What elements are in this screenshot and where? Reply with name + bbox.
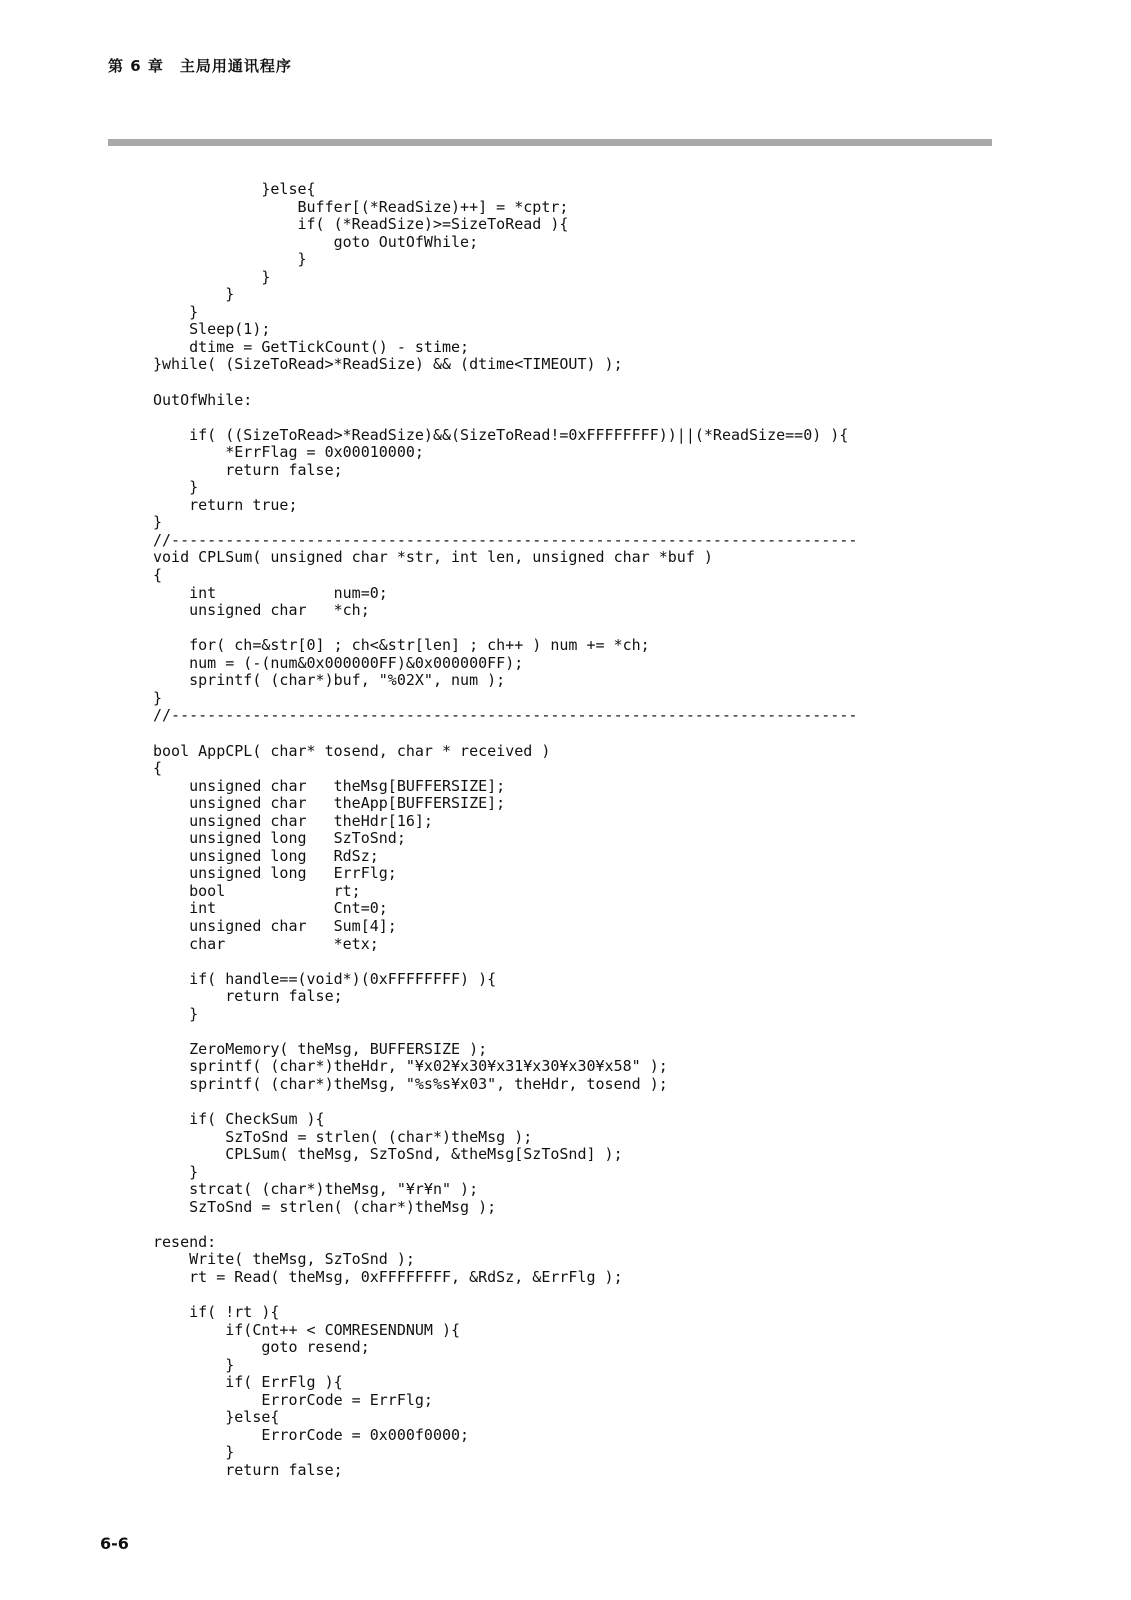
code-line: }	[153, 513, 163, 532]
code-line: unsigned char theApp[BUFFERSIZE];	[153, 794, 506, 813]
code-line	[153, 620, 857, 638]
code-line: unsigned long ErrFlg;	[153, 864, 397, 883]
code-line: bool AppCPL( char* tosend, char * received )	[153, 741, 551, 760]
code-line: goto OutOfWhile;	[153, 232, 479, 251]
code-line: }else{	[153, 1408, 280, 1427]
code-line	[153, 409, 857, 427]
code-line: //----------------------------------------------------------------------------	[153, 706, 858, 725]
code-line: }else{	[153, 180, 316, 198]
code-line: {	[153, 759, 163, 778]
code-line: char *etx;	[153, 934, 379, 953]
code-line: rt = Read( theMsg, 0xFFFFFFFF, &RdSz, &ErrFlg );	[153, 1267, 623, 1286]
code-line	[153, 1093, 857, 1111]
code-line: ErrorCode = ErrFlg;	[153, 1390, 433, 1409]
code-line: void CPLSum( unsigned char *str, int len, unsigned char *buf )	[153, 548, 713, 567]
code-line: SzToSnd = strlen( (char*)theMsg );	[153, 1127, 533, 1146]
code-line	[153, 953, 857, 971]
header-divider	[108, 139, 992, 146]
code-line: if( handle==(void*)(0xFFFFFFFF) ){	[153, 969, 497, 988]
code-line: Write( theMsg, SzToSnd );	[153, 1250, 415, 1269]
code-line: }	[153, 688, 163, 707]
code-line: }	[153, 1162, 199, 1181]
code-line: }	[153, 285, 235, 304]
code-line: }	[153, 478, 199, 497]
code-line: return false;	[153, 460, 343, 479]
code-line: bool rt;	[153, 881, 361, 900]
code-line: return true;	[153, 495, 298, 514]
code-line: sprintf( (char*)buf, "%02X", num );	[153, 671, 506, 690]
code-line: if(Cnt++ < COMRESENDNUM ){	[153, 1320, 461, 1339]
code-line: strcat( (char*)theMsg, "¥r¥n" );	[153, 1180, 479, 1199]
code-line	[153, 1216, 857, 1234]
code-line: }	[153, 1443, 235, 1462]
code-line: unsigned long RdSz;	[153, 846, 379, 865]
chapter-header: 第 6 章 主局用通讯程序	[108, 57, 292, 75]
code-line: //----------------------------------------------------------------------------	[153, 530, 858, 549]
code-line	[153, 1023, 857, 1041]
code-line: sprintf( (char*)theMsg, "%s%s¥x03", theHdr, tosend );	[153, 1074, 668, 1093]
code-line	[153, 725, 857, 743]
code-line: OutOfWhile:	[153, 390, 253, 409]
code-line	[153, 374, 857, 392]
code-line: unsigned long SzToSnd;	[153, 829, 406, 848]
code-line: if( ErrFlg ){	[153, 1373, 343, 1392]
code-line: goto resend;	[153, 1338, 370, 1357]
page-number: 6-6	[100, 1534, 129, 1553]
code-line: Buffer[(*ReadSize)++] = *cptr;	[153, 197, 569, 216]
code-line: unsigned char *ch;	[153, 601, 370, 620]
code-line: return false;	[153, 987, 343, 1006]
code-line: }	[153, 302, 199, 321]
code-line: if( !rt ){	[153, 1303, 280, 1321]
code-line: dtime = GetTickCount() - stime;	[153, 337, 470, 356]
code-line: num = (-(num&0x000000FF)&0x000000FF);	[153, 653, 524, 672]
code-line: {	[153, 566, 163, 585]
code-line: }	[153, 1004, 199, 1023]
code-line: if( (*ReadSize)>=SizeToRead ){	[153, 215, 569, 234]
code-line: unsigned char theMsg[BUFFERSIZE];	[153, 776, 506, 795]
code-line: }	[153, 250, 307, 269]
code-line: SzToSnd = strlen( (char*)theMsg );	[153, 1197, 497, 1216]
code-line: unsigned char Sum[4];	[153, 916, 397, 935]
code-line: unsigned char theHdr[16];	[153, 811, 433, 830]
code-line: CPLSum( theMsg, SzToSnd, &theMsg[SzToSnd] );	[153, 1145, 623, 1164]
code-line: int num=0;	[153, 583, 388, 602]
code-line: *ErrFlag = 0x00010000;	[153, 443, 424, 462]
code-line: }	[153, 267, 271, 286]
code-line: }	[153, 1355, 235, 1374]
code-line: for( ch=&str[0] ; ch<&str[len] ; ch++ ) num += *ch;	[153, 636, 650, 655]
code-line: int Cnt=0;	[153, 899, 388, 918]
code-line: ZeroMemory( theMsg, BUFFERSIZE );	[153, 1039, 488, 1058]
code-line: return false;	[153, 1460, 343, 1479]
code-line: resend:	[153, 1232, 217, 1251]
code-line: sprintf( (char*)theHdr, "¥x02¥x30¥x31¥x30¥x30¥x58" );	[153, 1057, 668, 1076]
code-line	[153, 1286, 857, 1304]
code-line: }while( (SizeToRead>*ReadSize) && (dtime<TIMEOUT) );	[153, 355, 623, 374]
code-listing	[153, 181, 857, 1479]
code-line: if( ((SizeToRead>*ReadSize)&&(SizeToRead!=0xFFFFFFFF))||(*ReadSize==0) ){	[153, 425, 849, 444]
code-line: if( CheckSum ){	[153, 1109, 325, 1128]
code-line: ErrorCode = 0x000f0000;	[153, 1425, 470, 1444]
code-line: Sleep(1);	[153, 320, 271, 339]
